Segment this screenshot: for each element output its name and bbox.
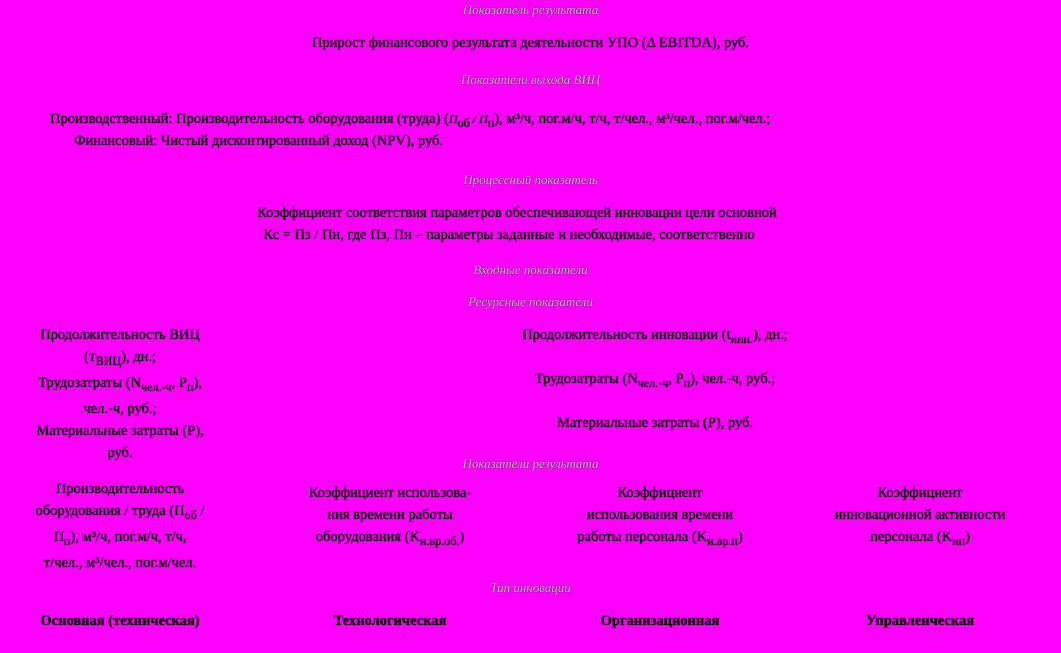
result-innovation-activity: Коэффициент инновационной активности персонала $(K_{ип})$ [834, 485, 1006, 548]
result-text: Прирост финансового результата деятельности УПО (Δ EBITDA), руб. [311, 35, 750, 51]
resources-innovation-l1: Продолжительность инновации $(t_{инн.})$, дн.; [522, 327, 788, 346]
resources-vits-column: Продолжительность ВИЦ $(T_{ВИЦ})$, дн.; Трудозатраты ($N_{чел.-ч}$, $P_п$), чел.-ч, руб.; Материальные затраты (P), руб. [36, 327, 204, 461]
type-organizational: Организационная [600, 613, 720, 629]
resources-innovation-l2: Трудозатраты ($N_{чел.-ч}$, $P_п$), чел.-ч, руб.; [534, 371, 776, 390]
header-result-indicators: Показатели результата [462, 456, 599, 471]
output-production: Производственный: Производительность оборудования (труда) $(П_{об} / П_п)$, м³/ч, пог.м/ч, т/ч, т/чел., м³/чел., пог.м/чел.; [50, 111, 771, 130]
header-result-indicator: Показатель результата [462, 2, 599, 17]
result-productivity: Производительность оборудования / труда ($П_{об}$ / $П_п$), м³/ч, пог.м/ч, т/ч, т/чел., м³/чел., пог.м/чел. [35, 481, 205, 571]
header-innovation-type: Тип инновации [490, 580, 571, 595]
process-line-1: Коэффициент соответствия параметров обеспечивающей инновации цели основной [257, 205, 777, 221]
output-financial: Финансовый: Чистый дисконтированный доход (NPV), руб. [74, 133, 443, 149]
type-technical: Основная (техническая) [40, 613, 200, 629]
header-resource-indicators: Ресурсные показатели [468, 294, 593, 309]
header-process-indicator: Процессный показатель [463, 172, 598, 187]
result-equipment-time: Коэффициент использова- ния времени работы оборудования $(K_{и.вр.об.})$ [308, 485, 472, 548]
result-staff-time: Коэффициент использования времени работы персонала $(K_{и.вр.п})$ [577, 485, 743, 548]
process-line-2: Кс = Пз / Пн, где Пз, Пн – параметры заданные и необходимые, соответственно [263, 227, 755, 243]
header-vits-output: Показатели выхода ВИЦ [460, 72, 601, 87]
header-input-indicators: Входные показатели [473, 262, 588, 277]
resources-innovation-l3: Материальные затраты (P), руб. [556, 415, 754, 431]
type-managerial: Управленческая [865, 613, 975, 629]
type-technological: Технологическая [333, 613, 447, 629]
